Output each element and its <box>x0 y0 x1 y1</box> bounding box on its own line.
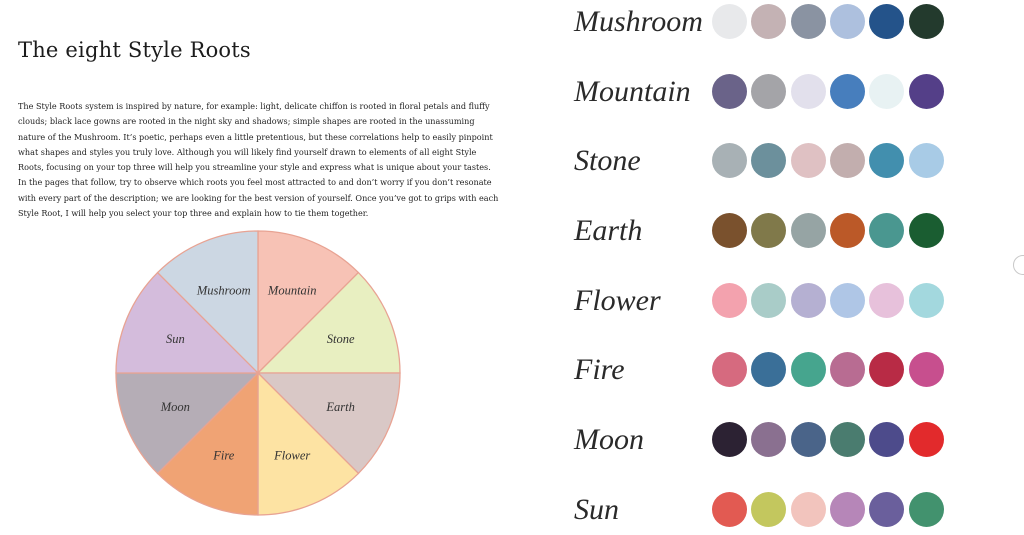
color-swatch <box>791 352 826 387</box>
palette-name-fire: Fire <box>574 353 625 386</box>
color-swatch <box>830 422 865 457</box>
color-swatch <box>712 4 747 39</box>
color-swatch <box>869 143 904 178</box>
palette-swatches-mountain <box>712 74 952 110</box>
palette-swatches-earth <box>712 213 952 249</box>
color-swatch <box>791 283 826 318</box>
color-swatch <box>791 4 826 39</box>
palette-swatches-fire <box>712 352 952 388</box>
color-swatch <box>909 4 944 39</box>
color-swatch <box>712 492 747 527</box>
color-swatch <box>712 143 747 178</box>
color-swatch <box>869 213 904 248</box>
color-swatch <box>830 143 865 178</box>
palette-swatches-flower <box>712 283 952 319</box>
color-swatch <box>791 492 826 527</box>
wheel-label-sun: Sun <box>165 331 185 346</box>
color-swatch <box>712 74 747 109</box>
color-swatch <box>791 213 826 248</box>
color-swatch <box>712 352 747 387</box>
palette-swatches-sun <box>712 492 952 528</box>
color-swatch <box>751 492 786 527</box>
wheel-label-flower: Flower <box>274 448 311 463</box>
palette-name-earth: Earth <box>574 214 643 247</box>
color-swatch <box>869 283 904 318</box>
color-swatch <box>830 74 865 109</box>
intro-paragraph: The Style Roots system is inspired by nature, for example: light, delicate chiffon is rooted in floral petals and fluffy clouds; black lace gowns are rooted in the night sky and shadows; simple shapes are rooted in the unassuming nature of the Mushroom. It’s poetic, perhaps even a little pretentious, but these correlations help to easily pinpoint what shapes and styles you truly love. Although you will likely find yourself drawn to elements of all eight Style Roots, focusing on your top three will help you streamline your style and express what is unique about your tastes. In the pages that follow, try to observe which roots you feel most attracted to and don’t worry if you don’t resonate with every part of the description; we are looking for the best version of yourself. Once you’ve got to grips with each Style Root, I will help you select your top three and explain how to tie them together. <box>18 101 499 219</box>
color-swatch <box>909 352 944 387</box>
color-swatch <box>909 213 944 248</box>
palette-swatches-stone <box>712 143 952 179</box>
color-swatch <box>751 352 786 387</box>
palette-name-mountain: Mountain <box>574 75 691 108</box>
color-swatch <box>869 74 904 109</box>
color-swatch <box>751 4 786 39</box>
color-swatch <box>712 283 747 318</box>
color-swatch <box>751 283 786 318</box>
color-swatch <box>909 422 944 457</box>
color-swatch <box>791 143 826 178</box>
color-swatch <box>751 143 786 178</box>
wheel-label-fire: Fire <box>213 448 235 463</box>
color-swatch <box>909 74 944 109</box>
color-swatch <box>791 422 826 457</box>
color-swatch <box>791 74 826 109</box>
color-swatch <box>830 283 865 318</box>
color-swatch <box>909 143 944 178</box>
palette-name-sun: Sun <box>574 493 619 526</box>
color-swatch <box>712 213 747 248</box>
page-title: The eight Style Roots <box>18 38 251 62</box>
color-swatch <box>909 283 944 318</box>
color-swatch <box>712 422 747 457</box>
palette-name-moon: Moon <box>574 423 644 456</box>
color-swatch <box>869 352 904 387</box>
page-scroll-handle[interactable] <box>1013 255 1024 275</box>
color-swatch <box>830 492 865 527</box>
color-swatch <box>751 213 786 248</box>
color-swatch <box>830 213 865 248</box>
wheel-label-moon: Moon <box>160 400 190 415</box>
palette-swatches-moon <box>712 422 952 458</box>
wheel-label-stone: Stone <box>326 331 355 346</box>
wheel-label-earth: Earth <box>326 400 355 415</box>
wheel-label-mushroom: Mushroom <box>196 283 251 298</box>
color-swatch <box>830 352 865 387</box>
color-swatch <box>909 492 944 527</box>
style-roots-wheel <box>108 226 408 526</box>
color-swatch <box>869 492 904 527</box>
color-swatch <box>751 422 786 457</box>
color-swatch <box>869 422 904 457</box>
color-swatch <box>751 74 786 109</box>
palette-name-flower: Flower <box>574 284 661 317</box>
palette-name-stone: Stone <box>574 144 641 177</box>
palette-name-mushroom: Mushroom <box>574 5 703 38</box>
palette-swatches-mushroom <box>712 4 952 40</box>
color-swatch <box>830 4 865 39</box>
color-swatch <box>869 4 904 39</box>
wheel-label-mountain: Mountain <box>267 283 317 298</box>
